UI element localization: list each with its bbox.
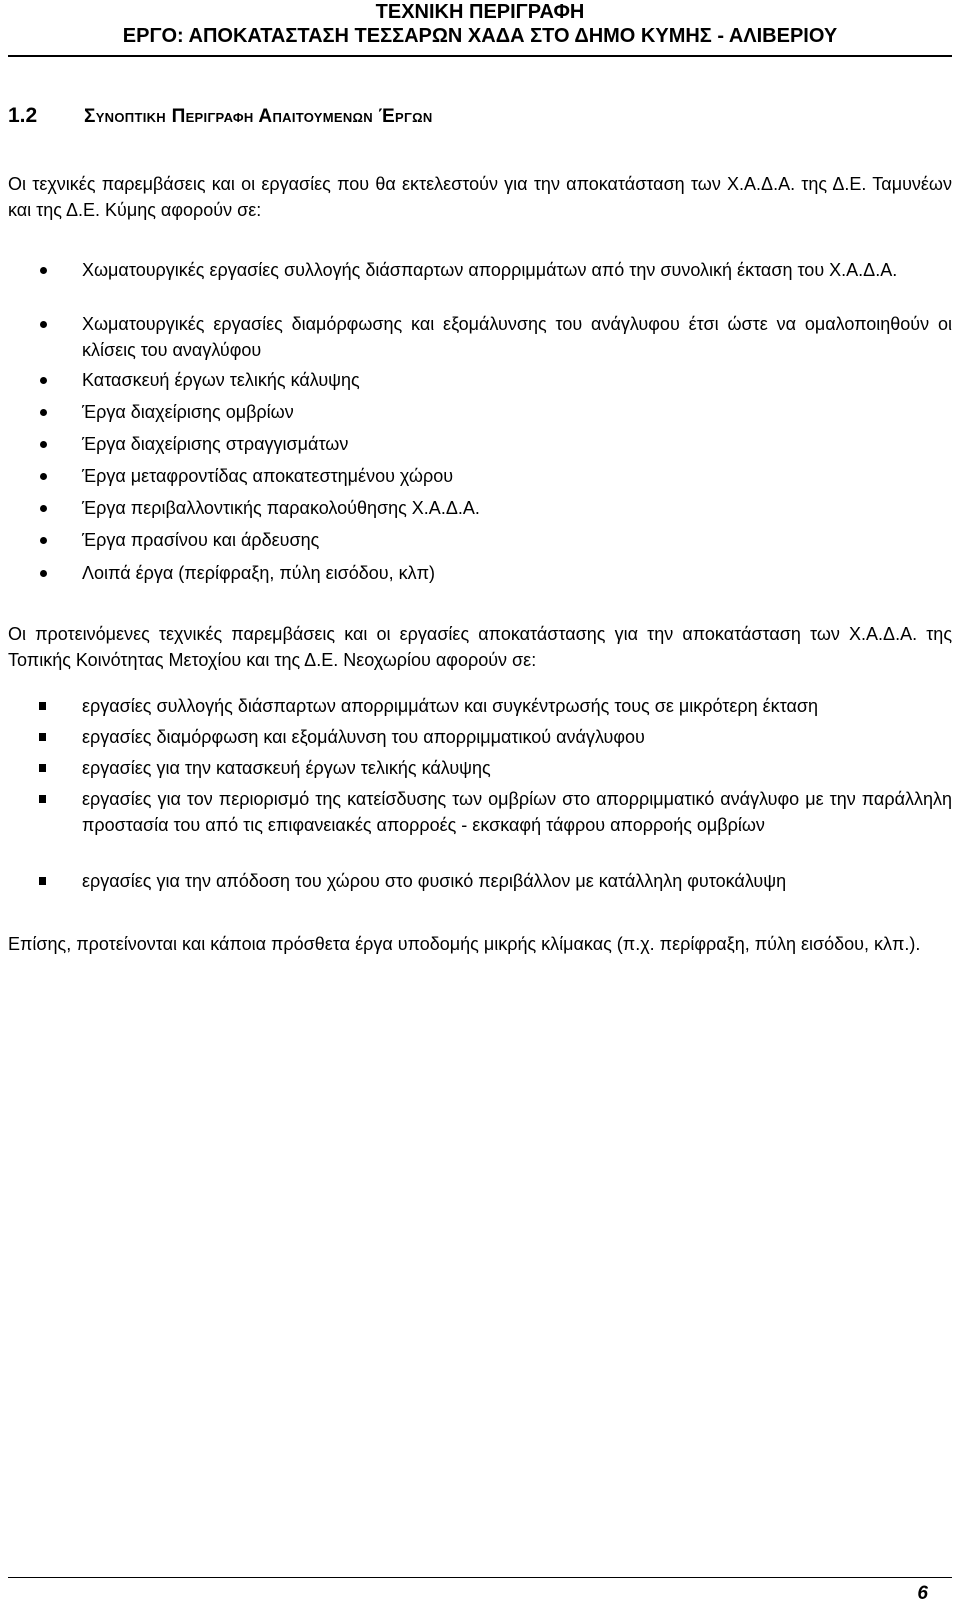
section-title: Συνοπτικη Περιγραφη Απαιτουμενων Έργων	[84, 106, 433, 127]
bullet-icon	[40, 570, 47, 577]
bullet-icon	[40, 267, 47, 274]
list-item-text: Λοιπά έργα (περίφραξη, πύλη εισόδου, κλπ)	[82, 563, 436, 583]
header-divider	[8, 55, 952, 57]
page-number: 6	[917, 1583, 928, 1604]
list-item-text: Έργα διαχείρισης ομβρίων	[82, 402, 294, 422]
closing-paragraph: Επίσης, προτείνονται και κάποια πρόσθετα έργα υποδομής μικρής κλίμακας (π.χ. περίφραξη, πύλη εισόδου, κλπ.).	[8, 934, 921, 954]
bullet-icon	[40, 321, 47, 328]
list-item-text: εργασίες διαμόρφωση και εξομάλυνση του απορριμματικού ανάγλυφου	[82, 727, 645, 747]
document-title: ΤΕΧΝΙΚΗ ΠΕΡΙΓΡΑΦΗ	[375, 1, 585, 23]
section-number: 1.2	[8, 104, 38, 127]
square-bullet-icon	[39, 795, 46, 803]
list-item-text: εργασίες για την κατασκευή έργων τελικής κάλυψης	[82, 758, 491, 778]
intro-paragraph-1: Οι τεχνικές παρεμβάσεις και οι εργασίες που θα εκτελεστούν για την αποκατάσταση των Χ.Α.Δ.Α. της Δ.Ε. Ταμυνέων και της Δ.Ε. Κύμης αφορούν σε:	[8, 174, 952, 220]
list-item-text: εργασίες για τον περιορισμό της κατείσδυσης των ομβρίων στο απορριμματικό ανάγλυφο με την παράλληλη προστασία του από τις επιφανειακές απορροές - εκσκαφή τάφρου απορροής ομβρίων	[82, 789, 952, 835]
square-bullet-icon	[39, 877, 46, 885]
bullet-icon	[40, 441, 47, 448]
list-item-text: Έργα μεταφροντίδας αποκατεστημένου χώρου	[82, 466, 454, 486]
footer-divider	[8, 1577, 952, 1578]
list-item-text: Κατασκευή έργων τελικής κάλυψης	[82, 370, 360, 390]
square-bullet-icon	[39, 733, 46, 741]
square-bullet-icon	[39, 764, 46, 772]
list-item-text: εργασίες συλλογής διάσπαρτων απορριμμάτων και συγκέντρωσής τους σε μικρότερη έκταση	[82, 696, 819, 716]
list-item-text: Έργα διαχείρισης στραγγισμάτων	[82, 434, 349, 454]
list-item-text: Έργα περιβαλλοντικής παρακολούθησης Χ.Α.Δ.Α.	[82, 498, 480, 518]
list-item-text: Χωματουργικές εργασίες διαμόρφωσης και εξομάλυνσης του ανάγλυφου έτσι ώστε να ομαλοποιηθούν οι κλίσεις του αναγλύφου	[82, 314, 952, 360]
list-item-text: Χωματουργικές εργασίες συλλογής διάσπαρτων απορριμμάτων από την συνολική έκταση του Χ.Α.Δ.Α.	[82, 260, 898, 280]
project-title: ΕΡΓΟ: ΑΠΟΚΑΤΑΣΤΑΣΗ ΤΕΣΣΑΡΩΝ ΧΑΔΑ ΣΤΟ ΔΗΜΟ ΚΥΜΗΣ - ΑΛΙΒΕΡΙΟΥ	[122, 25, 838, 47]
square-bullet-icon	[39, 702, 46, 710]
list-item-text: Έργα πρασίνου και άρδευσης	[82, 530, 320, 550]
intro-paragraph-2: Οι προτεινόμενες τεχνικές παρεμβάσεις και οι εργασίες αποκατάστασης για την αποκατάσταση των Χ.Α.Δ.Α. της Τοπικής Κοινότητας Μετοχίου και της Δ.Ε. Νεοχωρίου αφορούν σε:	[8, 624, 952, 670]
bullet-icon	[40, 473, 47, 480]
section-heading	[8, 103, 433, 130]
bullet-icon	[40, 409, 47, 416]
list-item-text: εργασίες για την απόδοση του χώρου στο φυσικό περιβάλλον με κατάλληλη φυτοκάλυψη	[82, 871, 787, 891]
bullet-icon	[40, 505, 47, 512]
bullet-icon	[40, 537, 47, 544]
bullet-icon	[40, 377, 47, 384]
